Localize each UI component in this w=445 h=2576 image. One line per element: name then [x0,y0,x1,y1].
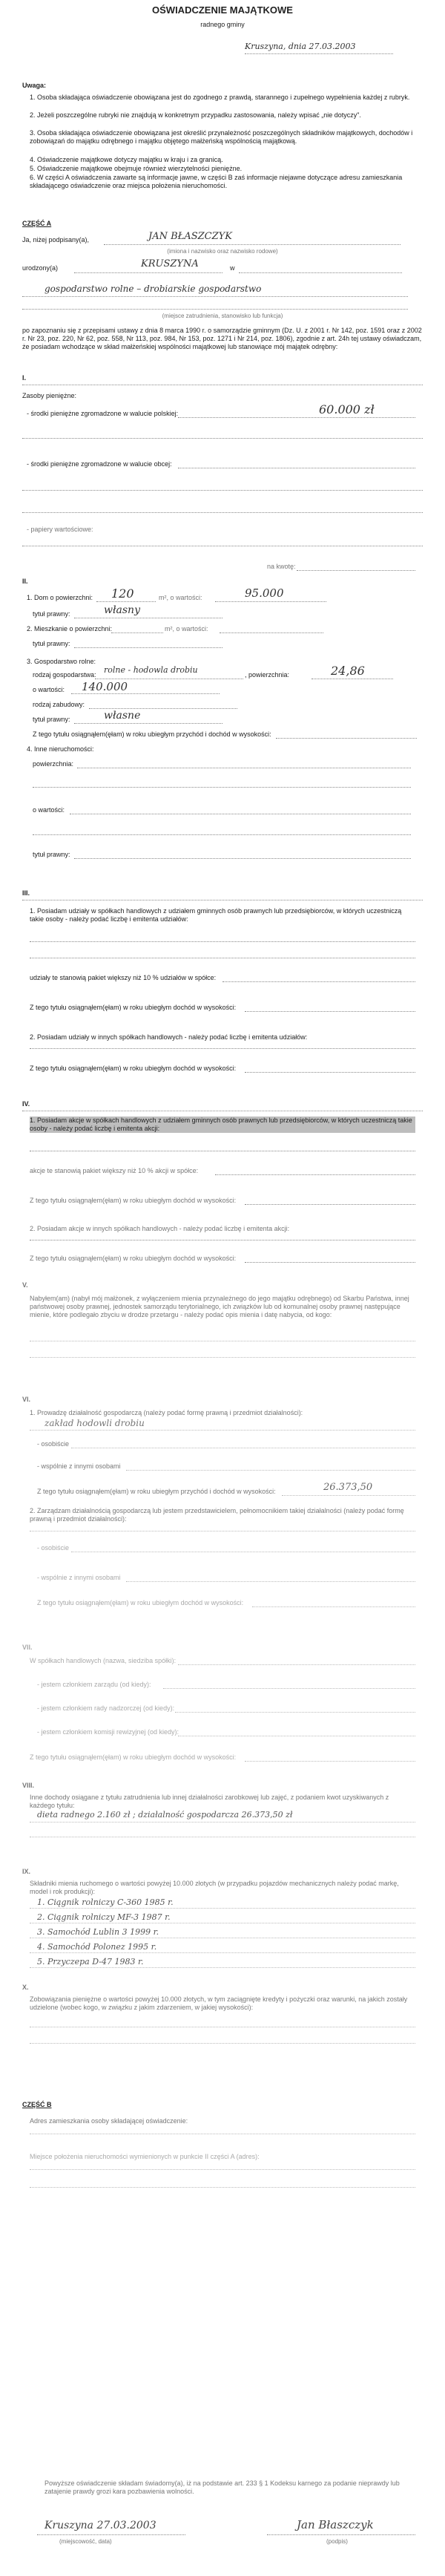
flat-unit: m², o wartości: [165,625,208,632]
pln-handwritten: 60.000 zł [319,402,375,416]
section-7-text1: W spółkach handlowych (nazwa, siedziba spółki): [30,1657,177,1664]
part-b-property-label: Miejsce położenia nieruchomości wymienionych w punkcie II części A (adres): [30,2153,260,2160]
section-3-income2-line [245,1072,415,1073]
section-6-own2: - osobiście [37,1544,70,1552]
pln-line-2 [22,438,423,439]
section-7-line-1 [178,1664,415,1665]
section-7-board-line [163,1688,415,1689]
securities-label: - papiery wartościowe: [27,526,93,533]
vehicle-line [30,1908,415,1909]
section-6-income2: Z tego tytułu osiągnąłem(ęłam) w roku ubiegłym dochód w wysokości: [37,1599,244,1606]
flat-title-label: tytuł prawny: [33,640,70,647]
note-3: 3. Osoba składająca oświadczenie obowiązana jest określić przynależność poszczególnych składników majątkowych, dochodów i zobowiązań do majątku odrębnego i majątku objętego małżeńską wspólnością majątkową. [30,129,413,145]
other-title-label: tytuł prawny: [33,851,70,858]
header-date-line [245,53,393,54]
farm-value-label: o wartości: [33,686,65,693]
foreign-line-3 [22,512,423,513]
section-3-income2: Z tego tytułu osiągnąłem(ęłam) w roku ubiegłym dochód w wysokości: [30,1065,237,1072]
flat-label: 2. Mieszkanie o powierzchni: [27,625,113,632]
section-3-line-3 [222,981,415,982]
note-1: 1. Osoba składająca oświadczenie obowiązana jest do zgodnego z prawdą, starannego i zupełnego wypełnienia każdej z rubryk. [30,94,410,101]
header-place-date: Kruszyna, dnia 27.03.2003 [245,42,356,51]
section-1-roman: I. [22,374,27,382]
section-6-text2: 2. Zarządzam działalnością gospodarczą lub jestem przedstawicielem, pełnomocnikiem takiej działalności (należy podać formę prawną i przedmiot działalności): [30,1507,404,1523]
section-3-text1: 1. Posiadam udziały w spółkach handlowych z udziałem gminnych osób prawnych lub przedsiębiorców, w których uczestniczą takie osoby - należy podać liczbę i emitenta udziałów: [30,907,402,923]
house-value-line [215,601,326,602]
section-4-roman: IV. [22,1100,30,1108]
other-title-line [74,858,411,859]
section-7-supervisory: - jestem członkiem rady nadzorczej (od kiedy): [37,1704,175,1712]
part-b-heading: CZĘŚĆ B [22,2101,52,2108]
section-10-text: Zobowiązania pieniężne o wartości powyżej 10.000 złotych, w tym zaciągnięte kredyty i pożyczki oraz warunki, na jakich zostały udzielone (wobec kogo, w związku z jakim zdarzeniem, w jakiej wysokości): [30,1995,408,2011]
note-4: 4. Oświadczenie majątkowe dotyczy majątku w kraju i za granicą. [30,156,223,163]
section-6-hw1: zakład hodowli drobiu [44,1418,145,1428]
notes-heading: Uwaga: [22,82,47,89]
farm-type-label: rodzaj gospodarstwa: [33,671,96,679]
intro-text: po zapoznaniu się z przepisami ustawy z dnia 8 marca 1990 r. o samorządzie gminnym (Dz. U. z 2001 r. Nr 142, poz. 1591 oraz z 2002 r. Nr 23, poz. 220, Nr 62, poz. 558, Nr 113, poz. 984, Nr 153, poz. 1271 i Nr 214, poz. 1806), zgodnie z art. 24h tej ustawy oświadczam, że posiadam wchodzące w skład małżeńskiej wspólności majątkowej lub stanowiące mój majątek odrębny: [22,327,422,350]
part-b-property-line-2 [30,2187,415,2188]
pln-label: - środki pieniężne zgromadzone w walucie polskiej: [27,410,179,417]
other-label: 4. Inne nieruchomości: [27,745,94,753]
section-6-joint: - wspólnie z innymi osobami [37,1462,121,1470]
name-handwritten: JAN BŁASZCZYK [148,231,232,242]
footer-signature-hw: Jan Błaszczyk [297,2518,374,2531]
section-3-text3: 2. Posiadam udziały w innych spółkach handlowych - należy podać liczbę i emitenta udziałów: [30,1033,308,1041]
pln-line [178,417,415,418]
section-4-text2: akcje te stanowią pakiet większy niż 10 % akcji w spółce: [30,1167,199,1174]
flat-area-line [111,632,163,633]
section-6-income1-hw: 26.373,50 [323,1482,373,1493]
born-handwritten: KRUSZYNA [141,258,199,269]
section-4-text1: 1. Posiadam akcje w spółkach handlowych z udziałem gminnych osób prawnych lub przedsiębiorców, w których uczestniczą takie osoby - należy podać liczbę i emitenta akcji: [30,1117,415,1133]
occupation-line-2 [22,309,408,310]
section-7-audit: - jestem członkiem komisji rewizyjnej (od kiedy): [37,1728,179,1736]
born-w: w [230,264,235,272]
footer-signature-caption: (podpis) [326,2538,348,2545]
other-area-label: powierzchnia: [33,760,74,768]
farm-type-handwritten: rolne - hodowla drobiu [104,665,198,675]
section-6-line-1 [30,1430,415,1431]
document-subtitle: radnego gminy [200,21,245,28]
note-5: 5. Oświadczenie majątkowe obejmuje również wierzytelności pieniężne. [30,165,243,172]
farm-title-label: tytuł prawny: [33,716,70,723]
vehicle-line [30,1952,415,1953]
section-8-line-1 [30,1822,415,1823]
section-6-own: - osobiście [37,1440,70,1448]
section-3-text2: udziały te stanowią pakiet większy niż 10 % udziałów w spółce: [30,974,217,981]
section-7-board: - jestem członkiem zarządu (od kiedy): [37,1681,151,1688]
farm-area-handwritten: 24,86 [331,664,365,678]
section-8-text: Inne dochody osiągane z tytułu zatrudnienia lub innej działalności zarobkowej lub zajęć, z podaniem kwot uzyskiwanych z każdego tytułu: [30,1794,389,1809]
section-7-income: Z tego tytułu osiągnąłem(ęłam) w roku ubiegłym dochód w wysokości: [30,1753,237,1761]
section-6-joint2-line [126,1581,415,1582]
house-title-handwritten: własny [104,604,140,616]
farm-build-label: rodzaj zabudowy: [33,701,85,708]
footer-place-date-hw: Kruszyna 27.03.2003 [44,2520,156,2531]
section-5-line-2 [30,1357,415,1358]
other-area-line-2 [33,787,411,788]
vehicle-row: 5. Przyczepa D-47 1983 r. [37,1957,144,1967]
foreign-line-2 [22,490,423,491]
document-title: OŚWIADCZENIE MAJĄTKOWE [152,4,293,16]
vehicle-row: 4. Samochód Polonez 1995 r. [37,1942,157,1952]
occupation-handwritten: gospodarstwo rolne – drobiarskie gospodarstwo [44,284,262,294]
footer-place-date-caption: (miejscowość, data) [59,2538,112,2545]
farm-income-line [276,738,417,739]
house-value-handwritten: 95.000 [245,586,284,600]
farm-title-handwritten: własne [104,710,141,722]
footer-place-date-line [37,2534,185,2535]
farm-build-line [89,708,237,709]
section-3-income-line [245,1011,415,1012]
born-label: urodzony(a) [22,264,59,272]
section-3-line-4 [30,1048,415,1049]
note-6: 6. W części A oświadczenia zawarte są informacje jawne, w części B zaś informacje niejawne dotyczące adresu zamieszkania składającego oświadczenie oraz miejsca położenia nieruchomości. [30,174,403,189]
occupation-caption: (miejsce zatrudnienia, stanowisko lub funkcja) [162,313,283,319]
farm-area-label: , powierzchnia: [245,671,290,679]
section-7-roman: VII. [22,1644,33,1651]
amount-label: na kwotę: [267,563,296,570]
section-8-roman: VIII. [22,1782,35,1789]
section-4-income2-line [245,1262,415,1263]
vehicle-row: 1. Ciągnik rolniczy C-360 1985 r. [37,1897,174,1907]
amount-line [297,570,415,571]
part-b-property-line [30,2169,415,2170]
savings-label: Zasoby pieniężne: [22,392,77,399]
note-2: 2. Jeżeli poszczególne rubryki nie znajdują w konkretnym przypadku zastosowania, należy wpisać „nie dotyczy". [30,111,361,119]
section-4-text3: 2. Posiadam akcje w innych spółkach handlowych - należy podać liczbę i emitenta akcji: [30,1225,290,1232]
section-2-roman: II. [22,578,28,585]
occupation-line [22,296,408,297]
farm-title-line [74,723,222,724]
part-a-heading: CZĘŚĆ A [22,220,52,227]
name-line [104,244,400,245]
vehicle-row: 3. Samochód Lublin 3 1999 r. [37,1927,159,1937]
section-6-roman: VI. [22,1396,31,1403]
section-7-income-line [245,1761,415,1762]
section-7-supervisory-line [175,1712,415,1713]
house-title-label: tytuł prawny: [33,610,70,618]
section-6-income2-line [252,1606,415,1607]
section-10-roman: X. [22,1984,29,1991]
farm-value-line [71,693,220,694]
house-area-handwritten: 120 [111,586,134,601]
signed-label: Ja, niżej podpisany(a), [22,236,90,243]
section-4-income2: Z tego tytułu osiągnąłem(ęłam) w roku ubiegłym dochód w wysokości: [30,1255,237,1262]
section-9-roman: IX. [22,1868,31,1875]
house-label: 1. Dom o powierzchni: [27,594,93,601]
section-8-hw: dieta radnego 2.160 zł ; działalność gospodarcza 26.373,50 zł [37,1810,293,1820]
section-3-income: Z tego tytułu osiągnąłem(ęłam) w roku ubiegłym dochód w wysokości: [30,1004,237,1011]
footer-statement: Powyższe oświadczenie składam świadomy(a), iż na podstawie art. 233 § 1 Kodeksu karnego za podanie nieprawdy lub zatajenie prawdy grozi kara pozbawienia wolności. [44,2479,400,2495]
section-3-roman: III. [22,889,30,897]
born-line [74,272,222,273]
section-3-line-1 [30,941,415,942]
section-6-joint-line [126,1470,415,1471]
section-9-text: Składniki mienia ruchomego o wartości powyżej 10.000 złotych (w przypadku pojazdów mechanicznych należy podać markę, model i rok produkcji): [30,1880,399,1895]
footer-signature-line [267,2534,415,2535]
section-6-income1-line [282,1495,415,1496]
farm-value-handwritten: 140.000 [82,680,128,693]
part-b-address-label: Adres zamieszkania osoby składającej oświadczenie: [30,2117,188,2125]
section-10-line-2 [30,2043,415,2044]
vehicle-line [30,1967,415,1968]
section-5-text: Nabyłem(am) (nabył mój małżonek, z wyłączeniem mienia przynależnego do jego majątku odrębnego) od Skarbu Państwa, innej państwowej osoby prawnej, jednostek samorządu terytorialnego, ich związków lub od komunalnej osoby prawnej następujące mienie, które podlegało zbyciu w drodze przetargu - należy podać opis mienia i datę nabycia, od kogo: [30,1295,409,1318]
section-5-roman: V. [22,1281,28,1289]
other-value-label: o wartości: [33,806,65,814]
farm-income-label: Z tego tytułu osiągnąłem(ęłam) w roku ubiegłym przychód i dochód w wysokości: [33,730,271,738]
section-4-income-line [245,1204,415,1205]
section-4-income: Z tego tytułu osiągnąłem(ęłam) w roku ubiegłym dochód w wysokości: [30,1197,237,1204]
section-6-joint2: - wspólnie z innymi osobami [37,1574,121,1581]
other-value-line-2 [33,834,411,835]
house-area-line [96,601,156,602]
farm-label: 3. Gospodarstwo rolne: [27,658,96,665]
section-4-line-2 [215,1174,415,1175]
section-6-text1: 1. Prowadzę działalność gospodarczą (należy podać formę prawną i przedmiot działalności): [30,1409,303,1416]
section-6-income1: Z tego tytułu osiągnąłem(ęłam) w roku ubiegłym przychód i dochód w wysokości: [37,1488,276,1495]
foreign-label: - środki pieniężne zgromadzone w walucie obcej: [27,460,172,468]
born-place-line [239,272,402,273]
flat-value-line [220,632,323,633]
vehicle-row: 2. Ciągnik rolniczy MF-3 1987 r. [37,1912,171,1922]
flat-title-line [74,647,222,648]
name-caption: (imiona i nazwisko oraz nazwisko rodowe) [167,248,278,255]
house-unit: m², o wartości: [159,594,202,601]
